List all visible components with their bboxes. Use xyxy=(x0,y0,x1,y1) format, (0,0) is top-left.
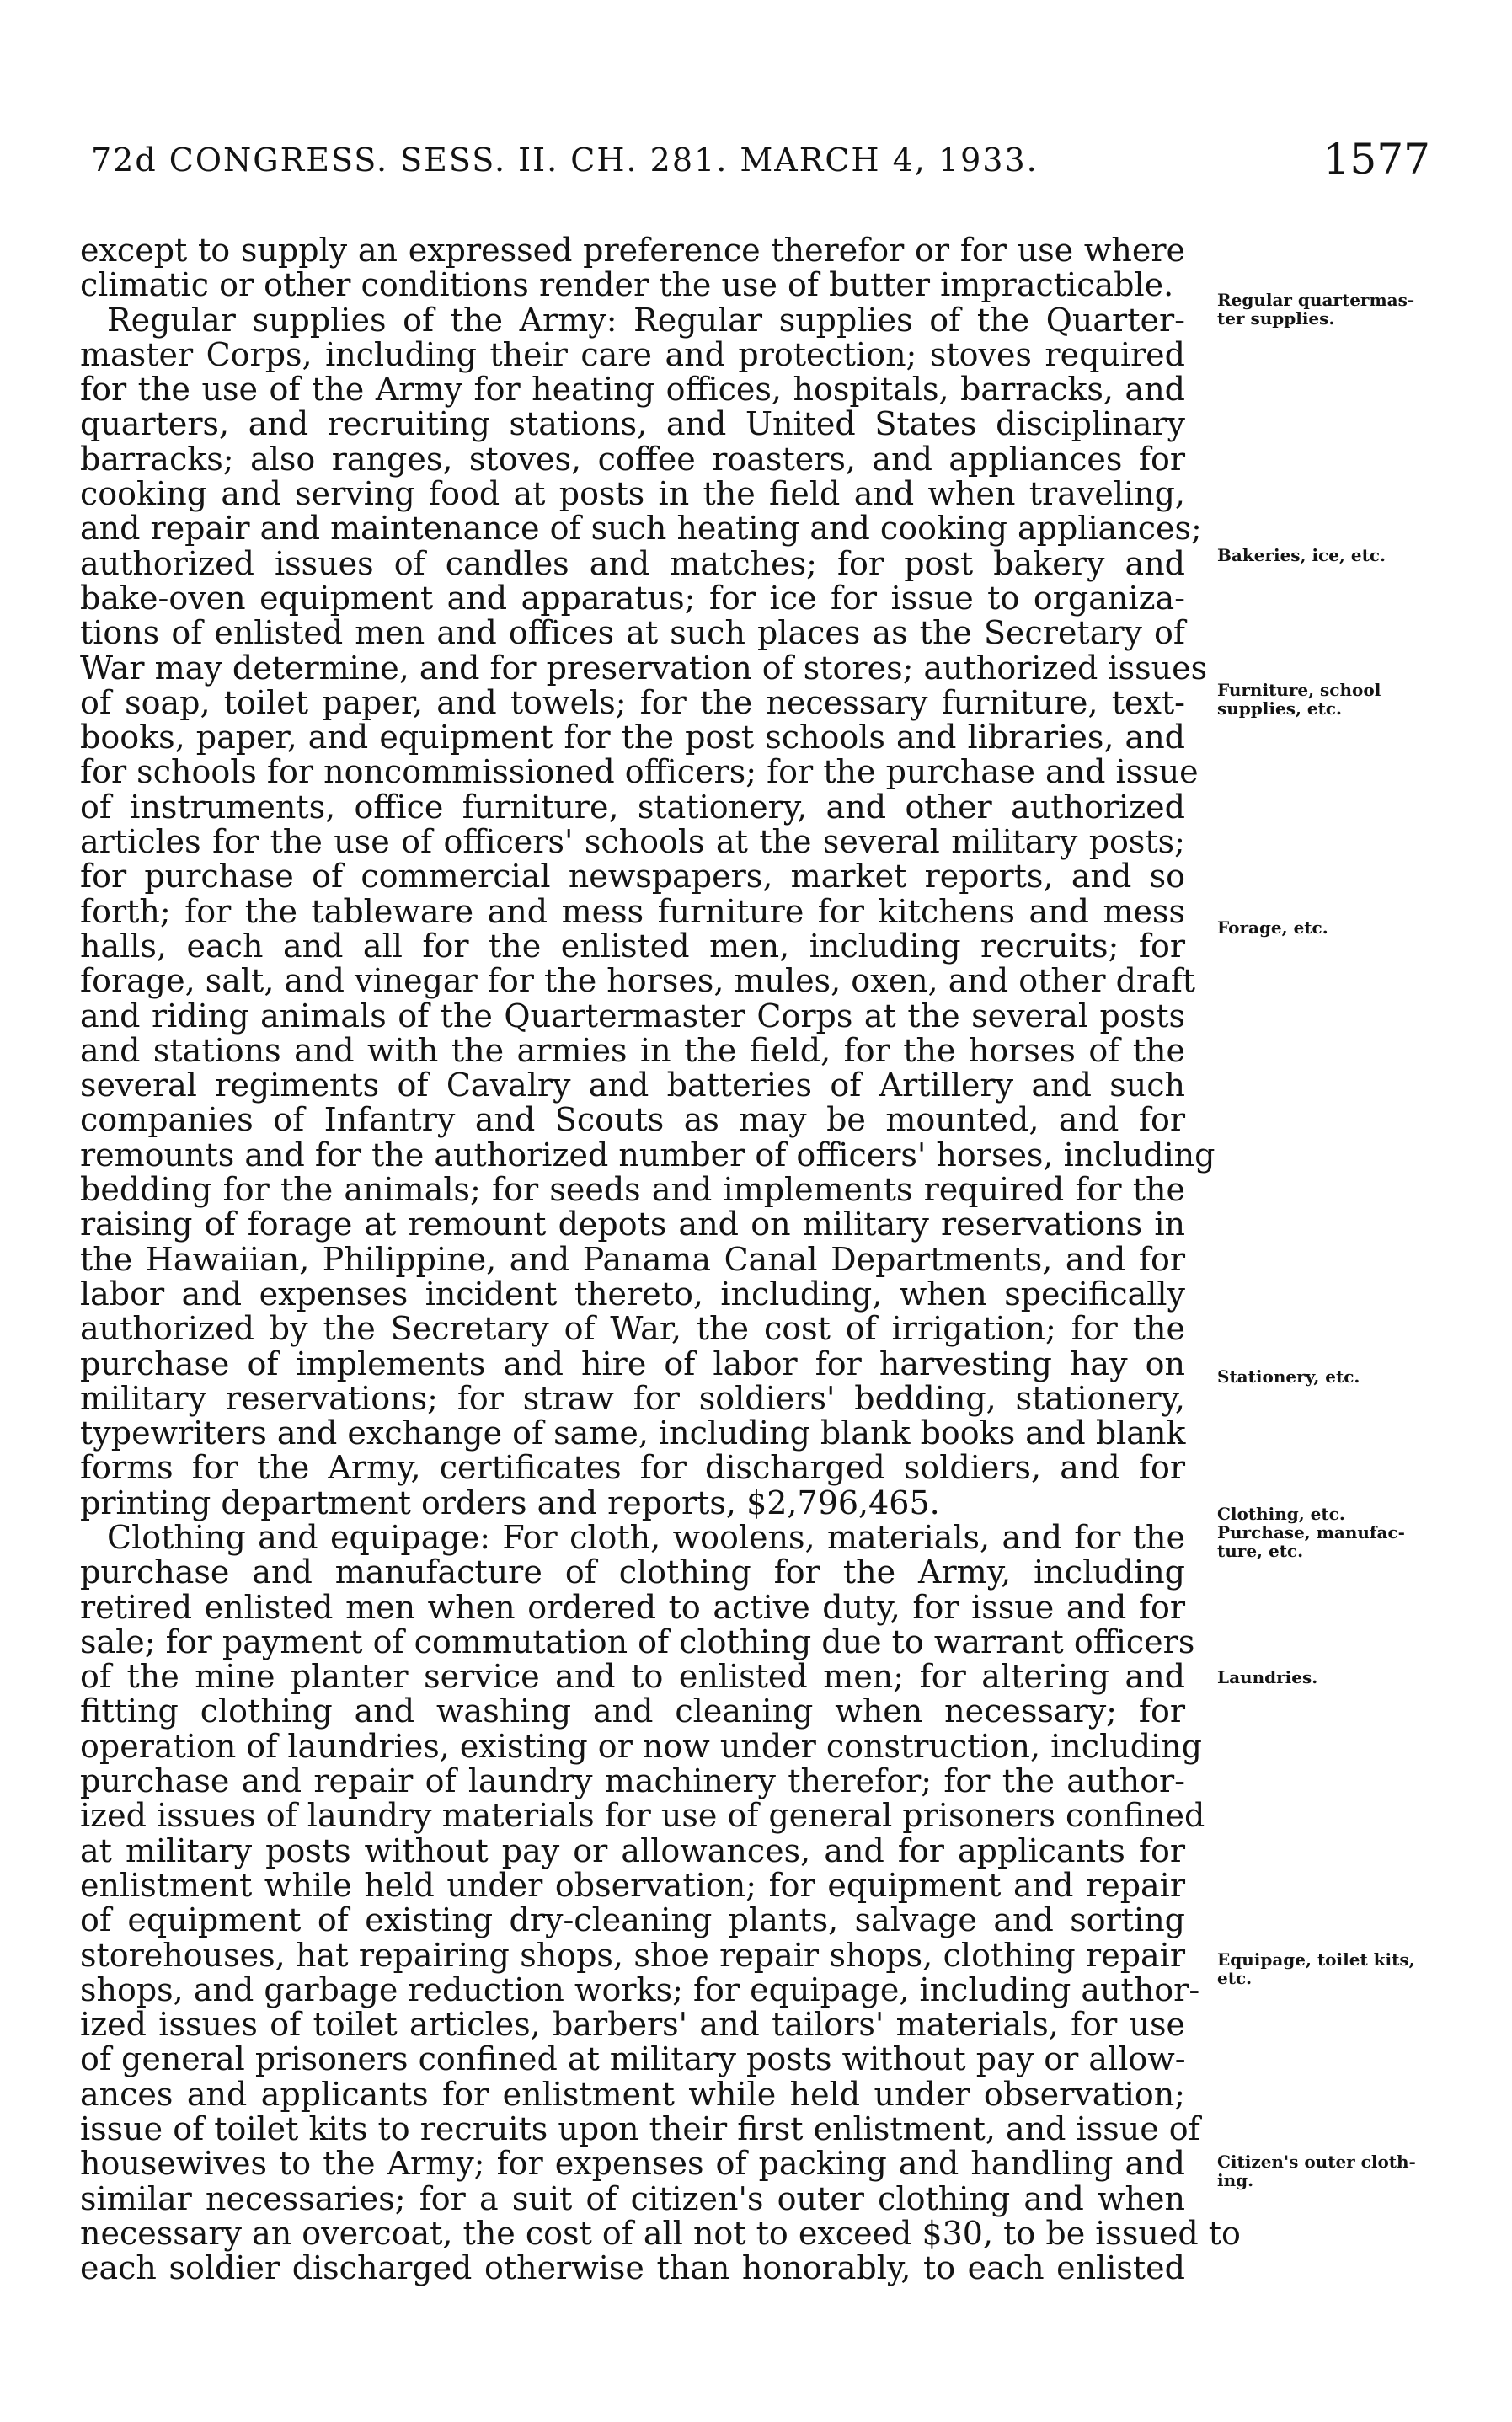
statute-text xyxy=(80,232,1241,2321)
text-line: at military posts without pay or allowances, and for applicants for xyxy=(80,1831,1185,1869)
text-line: bake-oven equipment and apparatus; for ice for issue to organiza- xyxy=(80,579,1185,617)
text-line: and stations and with the armies in the field, for the horses of the xyxy=(80,1031,1185,1069)
text-line: remounts and for the authorized number of officers' horses, including xyxy=(80,1136,1215,1174)
text-line: for schools for noncommissioned officers; for the purchase and issue xyxy=(80,753,1199,791)
margin-note: Forage, etc. xyxy=(1217,917,1328,938)
text-line: similar necessaries; for a suit of citizen's outer clothing and when xyxy=(80,2179,1185,2217)
text-line: forms for the Army, certificates for discharged soldiers, and for xyxy=(80,1449,1185,1487)
text-line: of general prisoners confined at military posts without pay or allow- xyxy=(80,2040,1186,2078)
text-line: typewriters and exchange of same, including blank books and blank xyxy=(80,1414,1186,1452)
text-line: housewives to the Army; for expenses of packing and handling and xyxy=(80,2145,1185,2183)
text-line: of the mine planter service and to enlisted men; for altering and xyxy=(80,1658,1185,1696)
page-header xyxy=(91,135,1430,185)
text-line: tions of enlisted men and offices at such places as the Secretary of xyxy=(80,614,1185,652)
text-line: retired enlisted men when ordered to active duty, for issue and for xyxy=(80,1588,1185,1626)
text-line: forth; for the tableware and mess furniture for kitchens and mess xyxy=(80,892,1185,930)
text-line: quarters, and recruiting stations, and United States disciplinary xyxy=(80,405,1185,443)
text-line: enlistment while held under observation; for equipment and repair xyxy=(80,1866,1185,1904)
text-line: operation of laundries, existing or now under construction, including xyxy=(80,1727,1202,1765)
text-line: issue of toilet kits to recruits upon their first enlistment, and issue of xyxy=(80,2110,1200,2148)
text-line: except to supply an expressed preference therefor or for use where xyxy=(80,232,1185,269)
text-line: companies of Infantry and Scouts as may be mounted, and for xyxy=(80,1101,1185,1139)
text-line: ances and applicants for enlistment while held under observation; xyxy=(80,2075,1185,2113)
text-line: shops, and garbage reduction works; for equipage, including author- xyxy=(80,1970,1200,2008)
text-line: Clothing and equipage: For cloth, woolens, materials, and for the xyxy=(107,1518,1185,1556)
text-line: War may determine, and for preservation of stores; authorized issues xyxy=(80,649,1208,687)
page-number: 1577 xyxy=(1322,135,1430,184)
margin-note: Equipage, toilet kits, etc. xyxy=(1217,1949,1415,1988)
margin-note: Citizen's outer cloth- ing. xyxy=(1217,2152,1416,2190)
text-line: necessary an overcoat, the cost of all not to exceed $30, to be issued to xyxy=(80,2214,1241,2252)
text-line xyxy=(80,2286,1185,2321)
text-line: sale; for payment of commutation of clothing due to warrant officers xyxy=(80,1623,1195,1660)
text-line: books, paper, and equipment for the post schools and libraries, and xyxy=(80,719,1185,757)
text-line: master Corps, including their care and protection; stoves required xyxy=(80,335,1185,373)
text-line: authorized by the Secretary of War, the cost of irrigation; for the xyxy=(80,1310,1185,1348)
text-line: climatic or other conditions render the use of butter impracticable. xyxy=(80,266,1174,304)
text-line: of instruments, office furniture, stationery, and other authorized xyxy=(80,788,1185,826)
text-line: for purchase of commercial newspapers, market reports, and so xyxy=(80,858,1185,896)
margin-note: Regular quartermas- ter supplies. xyxy=(1217,290,1415,329)
margin-note: Clothing, etc. Purchase, manufac- ture, etc. xyxy=(1217,1504,1405,1561)
text-line: printing department orders and reports, $2,796,465. xyxy=(80,1484,940,1521)
running-head: 72d CONGRESS. SESS. II. CH. 281. MARCH 4, 1933. xyxy=(91,142,1039,179)
text-line: several regiments of Cavalry and batteries of Artillery and such xyxy=(80,1067,1185,1104)
margin-note: Stationery, etc. xyxy=(1217,1366,1360,1387)
text-line: purchase and manufacture of clothing for the Army, including xyxy=(80,1553,1185,1591)
text-line: ized issues of toilet articles, barbers' and tailors' materials, for use xyxy=(80,2006,1185,2044)
text-line: forage, salt, and vinegar for the horses, mules, oxen, and other draft xyxy=(80,962,1196,1000)
text-line: halls, each and all for the enlisted men, including recruits; for xyxy=(80,927,1185,965)
text-line: for the use of the Army for heating offices, hospitals, barracks, and xyxy=(80,371,1185,409)
text-line: each soldier discharged otherwise than honorably, to each enlisted xyxy=(80,2249,1185,2287)
text-line: bedding for the animals; for seeds and implements required for the xyxy=(80,1171,1185,1209)
text-line: labor and expenses incident thereto, including, when specifically xyxy=(80,1275,1185,1313)
text-line: of soap, toilet paper, and towels; for the necessary furniture, text- xyxy=(80,683,1185,721)
text-line: ized issues of laundry materials for use of general prisoners confined xyxy=(80,1797,1205,1835)
text-line: storehouses, hat repairing shops, shoe repair shops, clothing repair xyxy=(80,1936,1185,1974)
text-line: purchase and repair of laundry machinery therefor; for the author- xyxy=(80,1762,1185,1800)
text-line: raising of forage at remount depots and on military reservations in xyxy=(80,1206,1185,1243)
text-line: the Hawaiian, Philippine, and Panama Canal Departments, and for xyxy=(80,1240,1185,1278)
text-line: and riding animals of the Quartermaster Corps at the several posts xyxy=(80,997,1185,1035)
text-line: and repair and maintenance of such heating and cooking appliances; xyxy=(80,510,1202,548)
text-line: military reservations; for straw for soldiers' bedding, stationery, xyxy=(80,1379,1185,1417)
text-line: barracks; also ranges, stoves, coffee roasters, and appliances for xyxy=(80,440,1185,478)
text-line: fitting clothing and washing and cleaning when necessary; for xyxy=(80,1692,1185,1730)
text-line: authorized issues of candles and matches; for post bakery and xyxy=(80,544,1185,582)
text-line: cooking and serving food at posts in the field and when traveling, xyxy=(80,475,1185,513)
text-line: of equipment of existing dry-cleaning plants, salvage and sorting xyxy=(80,1901,1185,1939)
margin-note: Laundries. xyxy=(1217,1667,1318,1687)
text-line: articles for the use of officers' schools at the several military posts; xyxy=(80,823,1185,861)
text-line: Regular supplies of the Army: Regular supplies of the Quarter- xyxy=(107,301,1185,339)
margin-note: Furniture, school supplies, etc. xyxy=(1217,680,1381,719)
margin-note: Bakeries, ice, etc. xyxy=(1217,545,1386,565)
text-line: purchase of implements and hire of labor for harvesting hay on xyxy=(80,1345,1185,1382)
